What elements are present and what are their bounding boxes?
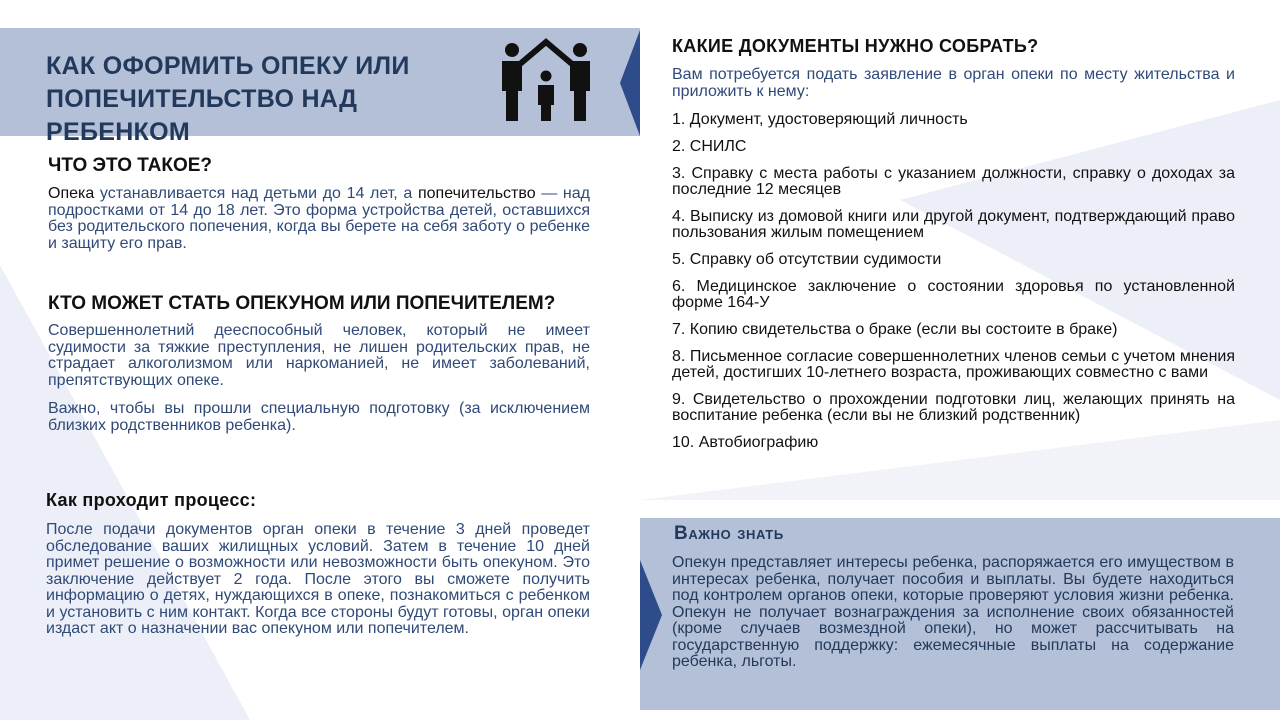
section-documents — [672, 36, 1235, 462]
family-house-icon — [496, 36, 596, 126]
list-item: 7. Копию свидетельства о браке (если вы состоите в браке) — [672, 321, 1118, 338]
section-title: ЧТО ЭТО ТАКОЕ? — [48, 155, 213, 176]
important-chevron — [640, 560, 662, 670]
section-what-is — [48, 156, 590, 252]
important-text: Опекун представляет интересы ребенка, распоряжается его имуществом в интересах ребенка, получает пособия и выплаты. Вы будете находиться под контролем органов опеки, которые проверяют условия жизни ребенка. Опекун не получает вознаграждения за исполнение своих обязанностей (кроме случаев возмездной опеки), но может рассчитывать на государственную поддержку: ежемесячные выплаты на содержание ребенка, льготы. — [672, 554, 1234, 670]
list-item: 8. Письменное согласие совершеннолетних членов семьи с учетом мнения детей, достигших 10-летнего возраста, проживающих совместно с вами — [672, 348, 1235, 381]
section-title: КАКИЕ ДОКУМЕНТЫ НУЖНО СОБРАТЬ? — [672, 36, 1039, 56]
list-item: 4. Выписку из домовой книги или другой документ, подтверждающий право пользования жилым помещением — [672, 208, 1235, 241]
process-text: После подачи документов орган опеки в течение 3 дней проведет обследование ваших жилищных условий. Затем в течение 10 дней примет решение о возможности или невозможности быть опекуном. Это заключение действует 2 года. После этого вы сможете получить информацию о детях, нуждающихся в опеке, познакомиться с ребенком и установить с ним контакт. Когда все стороны будут готовы, орган опеки издаст акт о назначении вас опекуном или попечителем. — [46, 521, 590, 637]
section-title: Как проходит процесс: — [46, 490, 257, 510]
who-can-paragraph-1: Совершеннолетний дееспособный человек, который не имеет судимости за тяжкие преступления, не лишен родительских прав, не страдает алкоголизмом или наркоманией, не имеет заболеваний, препятствующих опеке. — [48, 322, 590, 389]
list-item: 2. СНИЛС — [672, 138, 747, 155]
list-item: 5. Справку об отсутствии судимости — [672, 251, 942, 268]
list-item: 9. Свидетельство о прохождении подготовки лиц, желающих принять на воспитание ребенка (если вы не близкий родственник) — [672, 391, 1235, 424]
documents-intro: Вам потребуется подать заявление в орган опеки по месту жительства и приложить к нему: — [672, 66, 1235, 100]
page-title: КАК ОФОРМИТЬ ОПЕКУ ИЛИ ПОПЕЧИТЕЛЬСТВО НАД РЕБЕНКОМ — [46, 52, 410, 146]
section-title: КТО МОЖЕТ СТАТЬ ОПЕКУНОМ ИЛИ ПОПЕЧИТЕЛЕМ? — [48, 293, 556, 314]
who-can-paragraph-2: Важно, чтобы вы прошли специальную подготовку (за исключением близких родственников ребенка). — [48, 400, 590, 434]
list-item: 3. Справку с места работы с указанием должности, справку о доходах за последние 12 месяцев — [672, 165, 1235, 198]
header-banner — [0, 28, 640, 146]
important-title: Важно знать — [674, 523, 784, 544]
documents-list — [672, 112, 1235, 451]
list-item: 1. Документ, удостоверяющий личность — [672, 111, 968, 128]
header-chevron — [620, 30, 640, 136]
section-who-can — [48, 293, 590, 434]
list-item: 10. Автобиографию — [672, 434, 819, 451]
section-process — [46, 490, 590, 638]
list-item: 6. Медицинское заключение о состоянии здоровья по установленной форме 164-У — [672, 278, 1235, 311]
what-is-text: Опека устанавливается над детьми до 14 лет, а попечительство — над подростками от 14 до 18 лет. Это форма устройства детей, оставшихся без родительского попечения, когда вы берете на себя заботу о ребенке и защиту его прав. — [48, 185, 590, 252]
